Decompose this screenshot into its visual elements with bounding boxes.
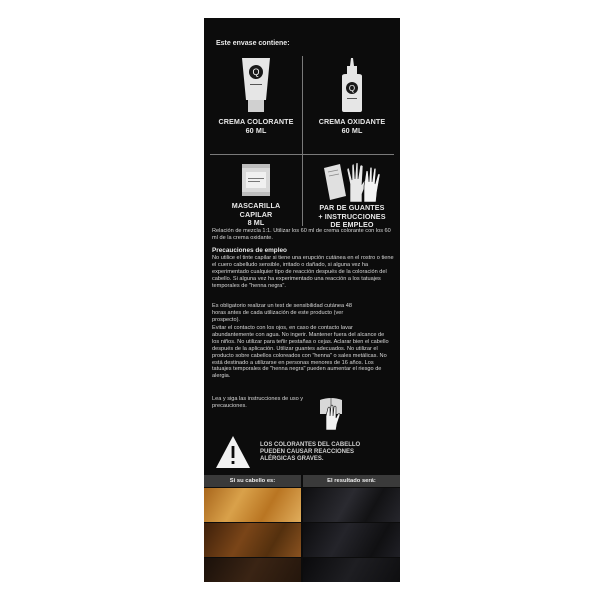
item-4-label-1: PAR DE GUANTES (319, 203, 385, 212)
item-developer-bottle (308, 56, 396, 135)
item-4-label-2: + INSTRUCCIONES (318, 211, 386, 221)
item-4-label-3: DE EMPLEO (330, 220, 374, 229)
svg-text:Q: Q (252, 67, 260, 77)
read-leaflet-icon (316, 394, 346, 432)
mask-sachet-icon (236, 160, 276, 200)
cream-tube-icon (236, 56, 276, 114)
gloves-icon (320, 160, 384, 204)
swatch-result-3 (303, 558, 400, 582)
precautions-paragraph-1: No utilice el tinte capilar si tiene una erupción cutánea en el rostro o tiene el cuero cabelludo sensible, irritado o dañado, si alguna vez ha experimentado cualquier tipo de reacción después de la coloración del cabello. Si alguna vez ha experimentado una reacción a los tatuajes temporales de "henna negra". (212, 255, 394, 289)
item-3-label-3: 8 ML (247, 218, 265, 227)
read-instructions-text: Lea y siga las instrucciones de uso y precauciones. (212, 396, 304, 409)
item-1-label-2: 60 ML (245, 125, 267, 135)
item-3-label-2: CAPILAR (239, 209, 273, 219)
item-mask-sachet (212, 160, 300, 228)
allergy-warning: LOS COLORANTES DEL CABELLO PUEDEN CAUSAR REACCIONES ALÉRGICAS GRAVES. (260, 442, 361, 463)
swatch-left-title: Si su cabello es: (204, 475, 301, 487)
item-2-label-2: 60 ML (341, 125, 363, 135)
developer-bottle-icon (332, 56, 372, 114)
precautions-paragraph-3: Evitar el contacto con los ojos, en caso de contacto lavar abundantemente con agua. No ingerir. Mantener fuera del alcance de los niños. No utilizar para teñir pestañas o cejas. Aclarar bien el cabello después de la aplicación. Utilizar guantes adecuados. No utilizar el producto sobre cabellos coloreados con "henna" o sales metálicas. No está destinado a utilizarse en personas menores de 16 años. Los tatuajes temporales de "henna negra" pueden aumentar el riesgo de alergia. (212, 325, 389, 380)
item-cream-tube (212, 56, 300, 135)
item-gloves (308, 160, 396, 230)
swatch-before-light (204, 488, 301, 522)
item-2-label-1: CREMA OXIDANTE (318, 117, 386, 126)
swatch-result-1 (303, 488, 400, 522)
precautions-paragraph-2: Es obligatorio realizar un test de sensibilidad cutánea 48 horas antes de cada utilización de este producto (ver prospecto). (212, 303, 352, 323)
swatch-before-dark (204, 558, 301, 582)
item-3-label-1: MASCARILLA (231, 201, 281, 210)
grid-divider-horizontal (210, 154, 394, 155)
precautions-title: Precauciones de empleo (212, 247, 287, 254)
warning-triangle-icon (214, 434, 252, 470)
item-1-label-1: CREMA COLORANTE (218, 117, 294, 126)
product-box-panel (204, 18, 400, 582)
contents-title: Este envase contiene: (216, 40, 290, 47)
svg-text:Q: Q (348, 84, 356, 93)
swatch-before-medium (204, 523, 301, 557)
grid-divider-vertical (302, 56, 303, 226)
swatch-right-title: El resultado será: (303, 475, 400, 487)
mix-ratio-text: Relación de mezcla 1:1. Utilizar los 60 ml de crema colorante con los 60 ml de la crema oxidante. (212, 228, 391, 241)
swatch-result-2 (303, 523, 400, 557)
